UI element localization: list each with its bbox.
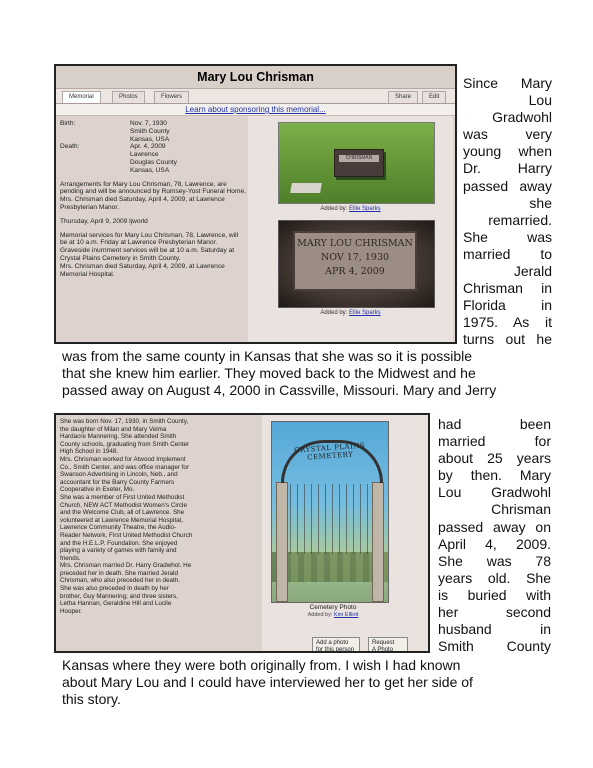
bio-line: Lawrence Community Theatre, the Audio- (60, 524, 177, 532)
obit-source: Thursday, April 9, 2009 ljworld (60, 217, 148, 225)
birth-county: Smith County (130, 127, 170, 135)
bio-line: Swanson Advertising in Lincoln, Neb., and (60, 471, 178, 479)
story-line: Lou Gradwohl (438, 484, 551, 501)
share-button[interactable]: Share (388, 91, 418, 103)
story-line: 1975. As it (463, 314, 552, 331)
birth-label: Birth: (60, 120, 76, 127)
obit-paragraph: Memorial services for Mary Lou Chrisman, 78, Lawrence, will be at 10 a.m. Friday at Lawrence Presbyterian Manor. Graveside inurnment services will be at 10 a.m. Saturday at Crystal Plains Cemetery in Smith County. (60, 231, 239, 262)
story-paragraph-2 (62, 657, 552, 708)
bio-line: Letha Hannan, Geraldine Hill and Lucile (60, 600, 172, 608)
bio-line: She was a member of First United Methodist (60, 493, 185, 501)
bio-line: and the H.E.L.P. Foundation. She enjoyed (60, 539, 178, 547)
story-line: had been (438, 416, 551, 432)
tree-line (272, 552, 388, 582)
memorial-details (60, 120, 246, 278)
bio-line: Reader Network, First United Methodist Church (60, 531, 193, 539)
bio-line: brother, Guy Mannering; and three sisters, (60, 592, 178, 600)
bio-line: the daughter of Milan and Mary Velma (60, 425, 167, 433)
story-line: she (529, 194, 552, 211)
birth-date: Nov. 7, 1930 (130, 120, 167, 127)
story-line: Gradwohl (492, 109, 552, 126)
memorial-photos (248, 116, 453, 344)
story-column-2 (438, 416, 551, 655)
photo-credit: Added by: Kim Elliott (307, 612, 359, 618)
death-label: Death: (60, 143, 80, 151)
bio-line: Hooper. (60, 607, 83, 615)
story-line: Smith County (438, 638, 551, 655)
bio-line: playing a variety of games with family and (60, 547, 177, 555)
story-line: was from the same county in Kansas that she was so it is possible (62, 348, 473, 364)
obit-paragraph: Arrangements for Mary Lou Chrisman, 78, Lawrence, are pending and will be announced by Rumsey-Yost Funeral Home. (60, 180, 246, 196)
tab-photos[interactable]: Photos (112, 91, 145, 103)
contributor-link[interactable]: Ellie Sparks (349, 310, 381, 316)
bio-line: She was also preceded in death by her (60, 585, 169, 593)
story-line: passed away (463, 177, 552, 194)
bio-line: Chrisman, who also preceded her in death. (60, 577, 181, 585)
story-line: married to (463, 245, 552, 262)
death-city: Lawrence (130, 151, 159, 159)
bio-line: and the Welcome Club, all of Lawrence. She (60, 509, 185, 517)
cemetery-gate-photo[interactable] (271, 421, 389, 603)
photo-caption: Cemetery Photo (309, 604, 357, 611)
memorial-title: Mary Lou Chrisman (56, 66, 455, 89)
story-line: Since Mary (463, 75, 552, 91)
headstone: CHRISMAN (334, 149, 384, 177)
story-line: Jerald (513, 263, 552, 280)
bio-screenshot (54, 413, 430, 653)
birth-value (130, 120, 246, 143)
story-line: Chrisman in (463, 280, 552, 297)
cemetery-panel (262, 415, 428, 651)
story-line: by then. Mary (438, 467, 551, 484)
obit-paragraph: Mrs. Chrisman died Saturday, April 4, 2009, at Lawrence Presbyterian Manor. (60, 196, 225, 211)
contributor-link[interactable]: Ellie Sparks (349, 206, 381, 212)
request-photo-button[interactable]: Request A Photo (368, 637, 408, 653)
story-line: married for (438, 433, 551, 450)
contributor-link[interactable]: Kim Elliott (333, 612, 359, 618)
story-line: She was (463, 228, 552, 245)
bio-line: Church, NEW ACT Methodist Women's Circle (60, 501, 187, 509)
bio-line: Cooperative in Exeter, Mo. (60, 486, 135, 494)
story-line: Dr. Harry (463, 160, 552, 177)
story-line: about Mary Lou and I could have interviewed her to get her side of (62, 674, 473, 691)
grave-plaque-photo[interactable] (278, 220, 435, 308)
bio-line: Mrs. Chrisman worked for Atwood Implement (60, 455, 186, 463)
grave-plaque: MARY LOU CHRISMAN NOV 17, 1930 APR 4, 2009 (293, 231, 417, 291)
edit-button[interactable]: Edit (422, 91, 446, 103)
story-line: She was 78 (438, 552, 551, 569)
add-photo-button[interactable]: Add a photo for this person (312, 637, 360, 653)
memorial-body (56, 116, 455, 342)
birth-state: Kansas, USA (130, 135, 170, 143)
story-line: years old. She (438, 569, 551, 586)
story-line: Florida in (463, 297, 552, 314)
story-line: Kansas where they were both originally from. I wish I had known (62, 657, 461, 673)
bio-line: Hardacre Mannering. She attended Smith (60, 433, 177, 441)
story-line: was very (463, 126, 552, 143)
bio-line: volunteered at Lawrence Memorial Hospital, (60, 516, 183, 524)
photo-credit: Added by: Ellie Sparks (320, 310, 381, 316)
story-line: turns out he (463, 331, 552, 348)
bio-line: preceded her in death. She married Jerald (60, 569, 178, 577)
tab-memorial[interactable]: Memorial (62, 91, 101, 103)
story-line: Chrisman (491, 501, 551, 518)
death-county: Douglas County (130, 158, 177, 166)
story-line: passed away on (438, 518, 551, 535)
story-line: young when (463, 143, 552, 160)
bio-line: High School in 1948. (60, 448, 119, 456)
death-date: Apr. 4, 2009 (130, 143, 166, 151)
flat-marker (290, 183, 322, 193)
story-line: is buried with (438, 586, 551, 603)
story-line: passed away on August 4, 2000 in Cassville, Missouri. Mary and Jerry (62, 382, 497, 399)
memorial-tabs (56, 89, 455, 104)
tab-flowers[interactable]: Flowers (154, 91, 189, 103)
story-paragraph-1 (62, 348, 552, 399)
bio-line: She was born Nov. 17, 1930, in Smith County, (60, 418, 189, 425)
sponsor-link[interactable]: Learn about sponsoring this memorial... (56, 104, 455, 116)
bio-line: Mrs. Chrisman married Dr. Harry Gradwhol. He (60, 562, 192, 570)
death-state: Kansas, USA (130, 166, 170, 174)
story-line: Lou (528, 92, 552, 109)
gate-post (276, 482, 288, 602)
gate-sign: CRYSTAL PLAINS CEMETERY (293, 441, 366, 462)
story-line: her second (438, 604, 551, 621)
story-column-1 (463, 75, 552, 349)
bio-line: Co., Smith Center, and was office manager for (60, 463, 190, 471)
bio-line: County schools, graduating from Smith Center (60, 440, 190, 448)
gate-bars (290, 484, 370, 554)
gravestone-photo[interactable] (278, 122, 435, 204)
story-line: husband in (438, 621, 551, 638)
death-value (130, 143, 246, 174)
gate-post (372, 482, 384, 602)
obit-paragraph: Mrs. Chrisman died Saturday, April 4, 2009, at Lawrence Memorial Hospital. (60, 262, 225, 278)
story-line: remarried. (488, 211, 552, 228)
bio-line: accountant for the Barry County Farmers (60, 478, 175, 486)
story-line: that she knew him earlier. They moved back to the Midwest and he (62, 365, 476, 382)
story-line: April 4, 2009. (438, 535, 551, 552)
bio-text (60, 418, 258, 615)
story-line: about 25 years (438, 450, 551, 467)
memorial-screenshot (54, 64, 457, 344)
bio-line: friends. (60, 554, 81, 562)
story-line: this story. (62, 691, 121, 708)
photo-credit: Added by: Ellie Sparks (320, 206, 381, 212)
